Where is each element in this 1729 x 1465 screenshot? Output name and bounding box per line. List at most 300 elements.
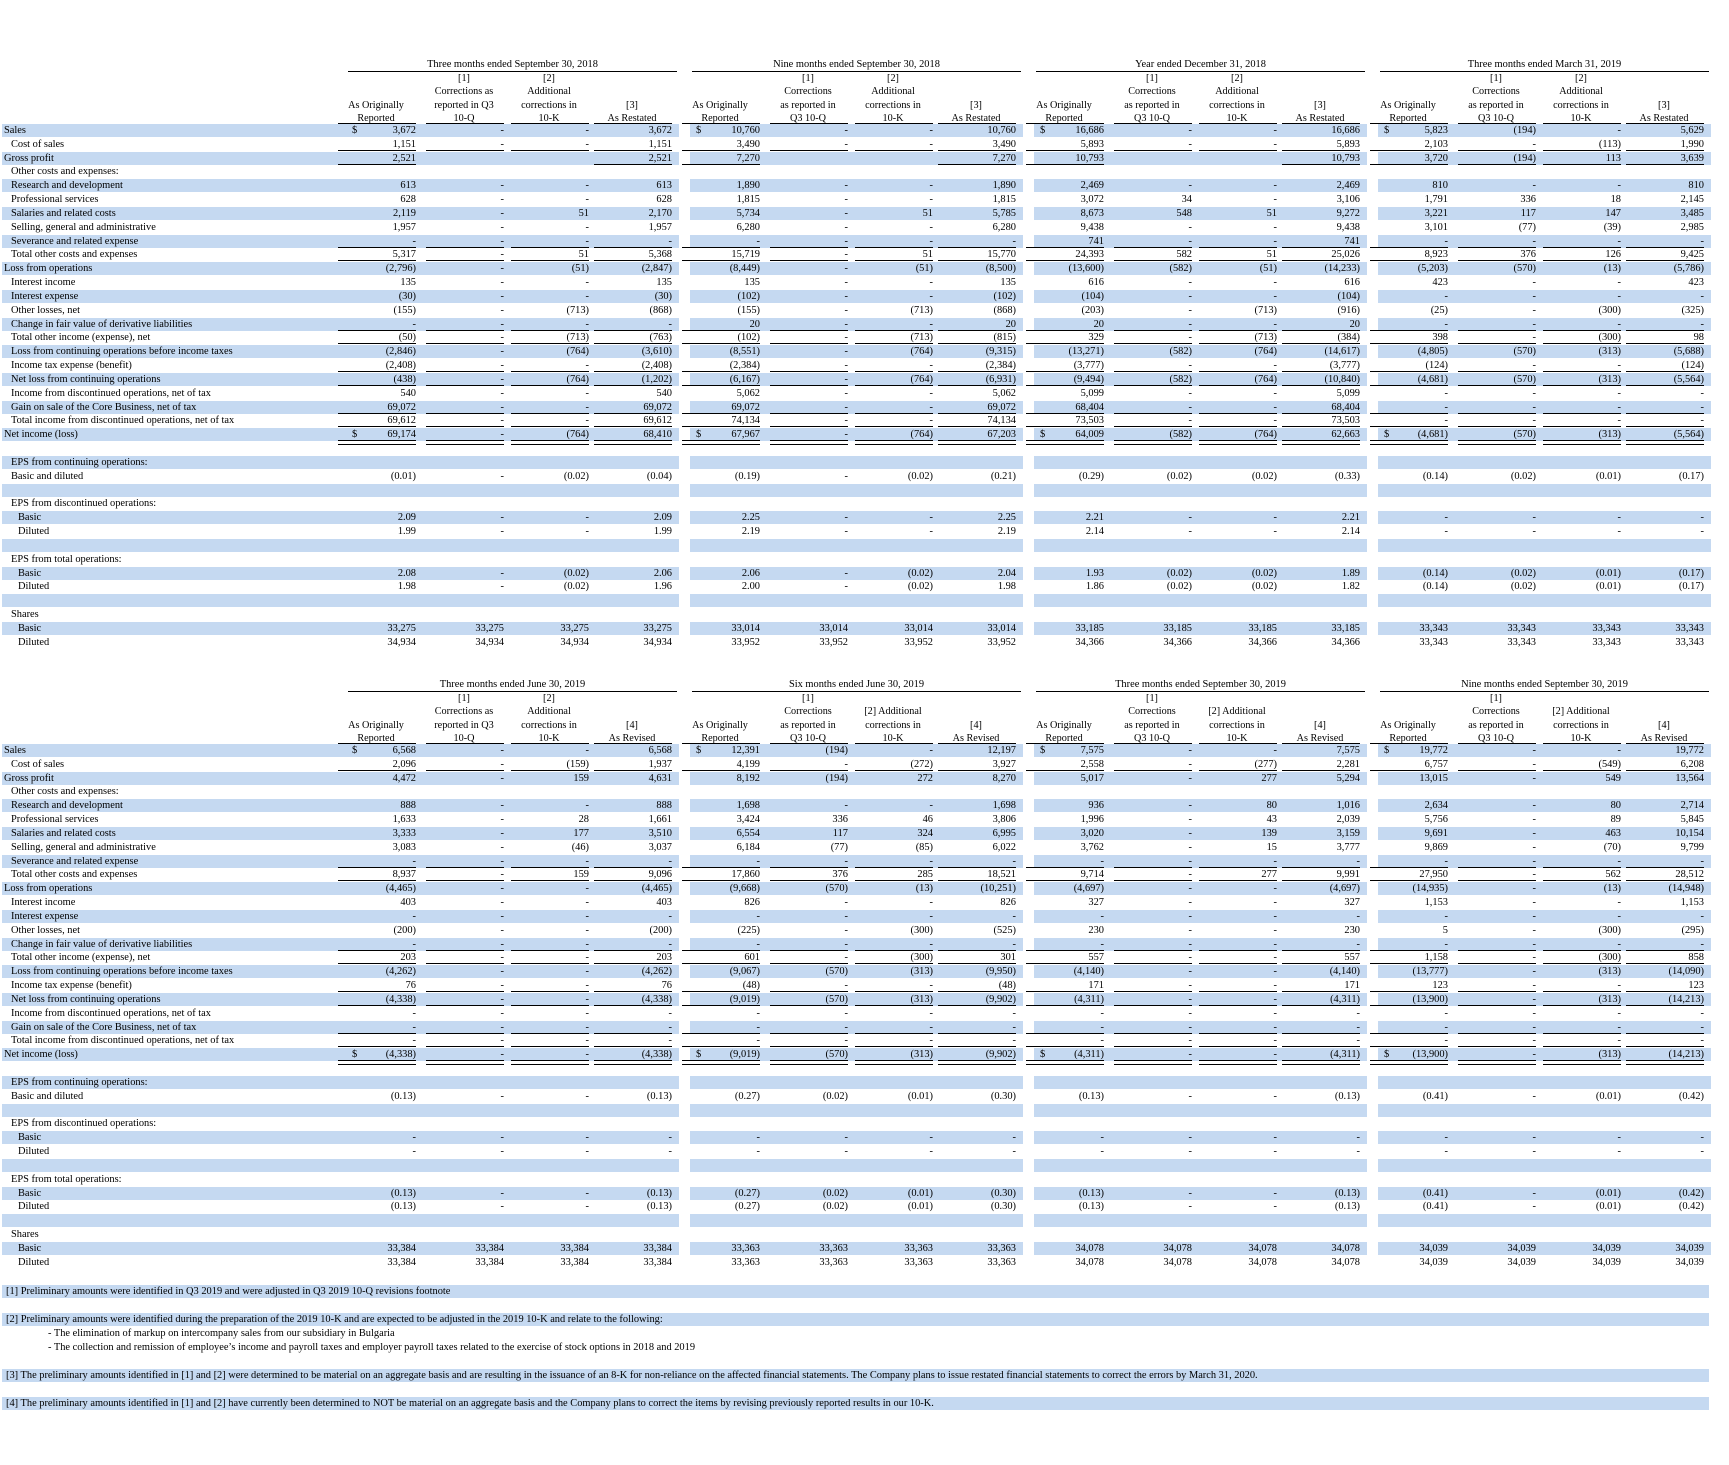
value-cell: 2.09: [653, 512, 672, 524]
value-cell: 34,934: [475, 636, 504, 648]
value-cell: 336: [832, 814, 848, 826]
value-cell: -: [929, 980, 933, 992]
value-cell: (313): [1598, 373, 1621, 385]
value-cell: -: [500, 346, 504, 358]
row-band: [2, 594, 346, 607]
value-cell: (48): [998, 980, 1016, 992]
value-cell: -: [1188, 1007, 1192, 1019]
value-cell: 9,714: [1080, 869, 1104, 881]
table-row: [0, 758, 1729, 771]
value-cell: 34,078: [1075, 1256, 1104, 1268]
value-cell: 18,521: [987, 869, 1016, 881]
value-cell: (5,564): [1673, 373, 1704, 385]
value-cell: 2,281: [1336, 758, 1360, 770]
value-cell: -: [1188, 526, 1192, 538]
table-row: [0, 290, 1729, 303]
table-row: [0, 1187, 1729, 1200]
single-underline: [1282, 867, 1360, 868]
table-header: [0, 678, 1729, 744]
value-cell: 13,015: [1419, 772, 1448, 784]
value-cell: -: [1444, 401, 1448, 413]
row-label: Gain on sale of the Core Business, net of tax: [11, 401, 197, 413]
value-cell: -: [500, 415, 504, 427]
value-cell: 69,072: [987, 401, 1016, 413]
value-cell: -: [585, 387, 589, 399]
value-cell: -: [1700, 290, 1704, 302]
value-cell: -: [585, 125, 589, 136]
value-cell: -: [756, 938, 760, 950]
value-cell: 7,270: [992, 152, 1016, 164]
value-cell: 5,294: [1336, 772, 1360, 784]
value-cell: 19,772: [1675, 745, 1704, 756]
value-cell: 3,720: [1424, 152, 1448, 164]
row-label: Interest income: [11, 277, 76, 289]
value-cell: -: [1444, 415, 1448, 427]
value-cell: -: [1617, 401, 1621, 413]
currency-symbol: $: [352, 1049, 358, 1061]
table-row: [0, 152, 1729, 165]
value-cell: -: [668, 910, 672, 922]
value-cell: (313): [1598, 429, 1621, 441]
value-cell: 73,503: [1075, 415, 1104, 427]
value-cell: 33,185: [1075, 622, 1104, 634]
value-cell: -: [929, 1035, 933, 1047]
value-cell: 33,363: [731, 1256, 760, 1268]
column-header-line: 10-K: [1570, 112, 1592, 124]
row-label: Income tax expense (benefit): [11, 980, 132, 992]
column-header-line: As Restated: [607, 112, 657, 124]
column-header-line: 10-K: [882, 732, 904, 744]
value-cell: 2.19: [997, 526, 1016, 538]
column-header-line: [4]: [970, 719, 982, 731]
value-cell: (104): [1337, 290, 1360, 302]
value-cell: -: [756, 235, 760, 247]
row-band: [2, 1104, 346, 1117]
single-underline: [1199, 247, 1277, 248]
currency-symbol: $: [1384, 1049, 1390, 1061]
value-cell: (4,311): [1074, 993, 1104, 1005]
value-cell: -: [929, 1021, 933, 1033]
value-cell: 858: [1688, 952, 1704, 964]
value-cell: 33,343: [1675, 622, 1704, 634]
value-cell: -: [1188, 180, 1192, 192]
value-cell: -: [1188, 980, 1192, 992]
value-cell: -: [500, 938, 504, 950]
value-cell: 2.09: [397, 512, 416, 524]
value-cell: -: [1012, 1035, 1016, 1047]
value-cell: -: [500, 138, 504, 150]
value-cell: 6,280: [992, 221, 1016, 233]
column-header-line: corrections in: [1209, 719, 1265, 731]
value-cell: -: [412, 938, 416, 950]
value-cell: -: [1532, 814, 1536, 826]
value-cell: 2,521: [648, 152, 672, 164]
row-band: [690, 484, 1023, 497]
value-cell: -: [1444, 387, 1448, 399]
value-cell: -: [844, 290, 848, 302]
value-cell: -: [1273, 318, 1277, 330]
value-cell: (2,796): [385, 263, 416, 275]
value-cell: 601: [744, 952, 760, 964]
value-cell: (0.02): [1510, 470, 1536, 482]
single-underline: [855, 247, 933, 248]
currency-symbol: $: [696, 125, 702, 136]
value-cell: -: [1012, 235, 1016, 247]
value-cell: 9,799: [1680, 841, 1704, 853]
value-cell: 34,366: [1075, 636, 1104, 648]
value-cell: -: [1700, 1146, 1704, 1158]
value-cell: (51): [571, 263, 589, 275]
table-row: [0, 235, 1729, 248]
value-cell: -: [412, 1132, 416, 1144]
value-cell: -: [1188, 415, 1192, 427]
value-cell: 5,893: [1336, 138, 1360, 150]
value-cell: 1.98: [997, 581, 1016, 593]
value-cell: (0.13): [390, 1187, 416, 1199]
value-cell: (313): [1598, 1049, 1621, 1061]
value-cell: (0.41): [1422, 1201, 1448, 1213]
row-band: [1034, 484, 1367, 497]
value-cell: (102): [737, 332, 760, 344]
value-cell: -: [756, 1146, 760, 1158]
column-header-line: 10-K: [538, 732, 560, 744]
value-cell: 34,934: [387, 636, 416, 648]
value-cell: 24,393: [1075, 249, 1104, 261]
row-band: [346, 1159, 679, 1172]
value-cell: 1,996: [1080, 814, 1104, 826]
value-cell: -: [500, 1201, 504, 1213]
value-cell: 33,275: [643, 622, 672, 634]
value-cell: -: [412, 235, 416, 247]
value-cell: 2.08: [397, 567, 416, 579]
value-cell: (200): [649, 924, 672, 936]
column-header-line: Reported: [701, 112, 739, 124]
column-header-line: As Originally: [348, 99, 404, 111]
value-cell: -: [1532, 415, 1536, 427]
value-cell: (764): [566, 429, 589, 441]
column-header-line: Additional: [527, 706, 571, 718]
value-cell: -: [844, 1146, 848, 1158]
value-cell: -: [844, 360, 848, 372]
value-cell: 3,037: [648, 841, 672, 853]
value-cell: 9,438: [1336, 221, 1360, 233]
row-band: [2, 539, 346, 552]
single-underline: [1026, 867, 1104, 868]
value-cell: 33,952: [904, 636, 933, 648]
column-header-line: As Restated: [951, 112, 1001, 124]
column-header-line: [3]: [970, 99, 982, 111]
value-cell: 2.06: [741, 567, 760, 579]
table-row: [0, 868, 1729, 881]
value-cell: (4,311): [1330, 1049, 1360, 1061]
table-row: [0, 855, 1729, 868]
row-band: [690, 456, 1023, 469]
value-cell: 2,170: [648, 207, 672, 219]
value-cell: 3,159: [1336, 827, 1360, 839]
column-header-line: 10-K: [1226, 732, 1248, 744]
value-cell: (0.13): [1334, 1187, 1360, 1199]
row-label: Net loss from continuing operations: [11, 373, 161, 385]
value-cell: -: [1273, 194, 1277, 206]
value-cell: 4,199: [736, 758, 760, 770]
column-header-line: Additional: [527, 86, 571, 98]
value-cell: -: [1700, 235, 1704, 247]
value-cell: 33,363: [987, 1256, 1016, 1268]
column-header-line: Q3 10-Q: [1134, 732, 1170, 744]
value-cell: (4,681): [1417, 429, 1448, 441]
value-cell: -: [844, 1021, 848, 1033]
value-cell: 67,203: [987, 429, 1016, 441]
value-cell: (313): [910, 966, 933, 978]
value-cell: -: [668, 235, 672, 247]
value-cell: -: [1188, 745, 1192, 756]
value-cell: -: [500, 387, 504, 399]
value-cell: -: [1532, 952, 1536, 964]
value-cell: 34,078: [1075, 1242, 1104, 1254]
value-cell: -: [1188, 897, 1192, 909]
value-cell: 73,503: [1331, 415, 1360, 427]
value-cell: -: [844, 1035, 848, 1047]
value-cell: (194): [1513, 125, 1536, 136]
row-band: [346, 1104, 679, 1117]
value-cell: (764): [910, 346, 933, 358]
value-cell: 34,366: [1331, 636, 1360, 648]
value-cell: 33,952: [819, 636, 848, 648]
value-cell: -: [756, 1035, 760, 1047]
value-cell: (570): [1513, 429, 1536, 441]
value-cell: -: [1617, 277, 1621, 289]
value-cell: -: [1532, 1049, 1536, 1061]
value-cell: 6,568: [392, 745, 416, 756]
value-cell: -: [500, 883, 504, 895]
table-row: [0, 1131, 1729, 1144]
value-cell: -: [1700, 512, 1704, 524]
value-cell: -: [844, 346, 848, 358]
value-cell: -: [929, 1146, 933, 1158]
single-underline: [338, 867, 416, 868]
value-cell: (0.02): [563, 470, 589, 482]
column-header-line: [1]: [1146, 693, 1158, 704]
value-cell: 3,639: [1680, 152, 1704, 164]
value-cell: -: [500, 1049, 504, 1061]
value-cell: 2,096: [392, 758, 416, 770]
value-cell: 51: [578, 207, 589, 219]
column-header-line: Corrections: [1128, 86, 1176, 98]
value-cell: 6,554: [736, 827, 760, 839]
column-header-line: reported in Q3: [434, 99, 494, 111]
value-cell: -: [1700, 526, 1704, 538]
value-cell: 33,343: [1419, 636, 1448, 648]
value-cell: -: [1532, 235, 1536, 247]
value-cell: -: [585, 1132, 589, 1144]
value-cell: 10,793: [1075, 152, 1104, 164]
value-cell: 10,760: [731, 125, 760, 136]
row-label: Loss from continuing operations before income taxes: [11, 966, 233, 978]
row-band: [1378, 539, 1711, 552]
value-cell: -: [1444, 855, 1448, 867]
value-cell: 69,612: [643, 415, 672, 427]
value-cell: 33,384: [643, 1242, 672, 1254]
value-cell: -: [585, 360, 589, 372]
row-band: [690, 594, 1023, 607]
value-cell: -: [1532, 1007, 1536, 1019]
value-cell: -: [1188, 304, 1192, 316]
row-band: [1378, 484, 1711, 497]
table-row: [0, 345, 1729, 358]
value-cell: (13,600): [1068, 263, 1104, 275]
value-cell: -: [1532, 180, 1536, 192]
value-cell: 33,275: [560, 622, 589, 634]
value-cell: (5,564): [1673, 429, 1704, 441]
value-cell: 69,612: [387, 415, 416, 427]
column-header-line: [3]: [626, 99, 638, 111]
table-row: [0, 1256, 1729, 1269]
value-cell: -: [500, 429, 504, 441]
value-cell: (763): [649, 332, 672, 344]
value-cell: -: [1532, 1035, 1536, 1047]
value-cell: 9,438: [1080, 221, 1104, 233]
currency-symbol: $: [1040, 429, 1046, 441]
value-cell: -: [1273, 924, 1277, 936]
currency-symbol: $: [352, 429, 358, 441]
value-cell: (4,465): [385, 883, 416, 895]
value-cell: (0.14): [1422, 470, 1448, 482]
value-cell: (0.27): [734, 1201, 760, 1213]
value-cell: -: [1273, 360, 1277, 372]
value-cell: 33,384: [560, 1242, 589, 1254]
column-header-line: Q3 10-Q: [1134, 112, 1170, 124]
value-cell: (3,610): [641, 346, 672, 358]
value-cell: -: [1700, 1132, 1704, 1144]
row-label: EPS from discontinued operations:: [11, 1118, 157, 1130]
value-cell: -: [1188, 1201, 1192, 1213]
row-band: [346, 1214, 679, 1227]
value-cell: 403: [400, 897, 416, 909]
value-cell: (0.02): [1251, 567, 1277, 579]
value-cell: (0.01): [907, 1201, 933, 1213]
value-cell: (313): [1598, 966, 1621, 978]
value-cell: 34,039: [1592, 1242, 1621, 1254]
value-cell: 628: [656, 194, 672, 206]
value-cell: (46): [571, 841, 589, 853]
value-cell: -: [1188, 924, 1192, 936]
value-cell: 10,154: [1675, 827, 1704, 839]
value-cell: 2,714: [1680, 800, 1704, 812]
value-cell: 43: [1266, 814, 1277, 826]
value-cell: -: [1273, 897, 1277, 909]
value-cell: 34,934: [560, 636, 589, 648]
value-cell: -: [1188, 827, 1192, 839]
value-cell: -: [1617, 180, 1621, 192]
row-label: Gross profit: [4, 152, 54, 164]
column-header-line: Reported: [1389, 732, 1427, 744]
value-cell: -: [756, 1132, 760, 1144]
value-cell: -: [1444, 318, 1448, 330]
value-cell: (200): [393, 924, 416, 936]
value-cell: 33,343: [1419, 622, 1448, 634]
value-cell: 203: [656, 952, 672, 964]
value-cell: -: [1617, 387, 1621, 399]
value-cell: -: [929, 745, 933, 756]
value-cell: (4,311): [1330, 993, 1360, 1005]
value-cell: (582): [1169, 263, 1192, 275]
value-cell: (525): [993, 924, 1016, 936]
value-cell: -: [1273, 277, 1277, 289]
row-label: EPS from total operations:: [11, 553, 122, 565]
value-cell: -: [1356, 1021, 1360, 1033]
column-header-line: Additional: [1215, 86, 1259, 98]
value-cell: (14,213): [1668, 993, 1704, 1005]
column-header-line: As Revised: [1296, 732, 1344, 744]
column-header-line: As Revised: [608, 732, 656, 744]
value-cell: 69,072: [643, 401, 672, 413]
value-cell: (0.02): [1510, 567, 1536, 579]
value-cell: (582): [1169, 346, 1192, 358]
value-cell: 4,472: [392, 772, 416, 784]
table-row: [0, 938, 1729, 951]
table-row: [0, 580, 1729, 593]
value-cell: -: [929, 1007, 933, 1019]
value-cell: 33,384: [560, 1256, 589, 1268]
column-header-line: [2]: [543, 693, 555, 704]
table-row: [0, 262, 1729, 275]
value-cell: -: [1100, 1007, 1104, 1019]
value-cell: -: [1273, 938, 1277, 950]
value-cell: 98: [1693, 332, 1704, 344]
footnote-line: [4] The preliminary amounts identified in [1] and [2] have currently been determined to NOT be material on an aggregate basis and the Company plans to correct the items by revising previously reported results in our 10-K.: [2, 1397, 1709, 1410]
value-cell: -: [1532, 290, 1536, 302]
column-header-line: [1]: [458, 73, 470, 84]
value-cell: -: [500, 772, 504, 784]
column-header-line: [1]: [1146, 73, 1158, 84]
value-cell: 113: [1605, 152, 1621, 164]
value-cell: 68,410: [643, 429, 672, 441]
row-label: Selling, general and administrative: [11, 841, 156, 853]
single-underline: [1114, 247, 1192, 248]
value-cell: -: [1617, 938, 1621, 950]
spacer-row: [0, 1214, 1729, 1227]
value-cell: (272): [910, 758, 933, 770]
value-cell: (8,551): [729, 346, 760, 358]
single-underline: [1282, 247, 1360, 248]
value-cell: 1,957: [392, 221, 416, 233]
value-cell: -: [1617, 235, 1621, 247]
value-cell: 1,890: [992, 180, 1016, 192]
column-header-line: 10-Q: [453, 732, 475, 744]
value-cell: 6,022: [992, 841, 1016, 853]
value-cell: (277): [1254, 758, 1277, 770]
value-cell: -: [500, 263, 504, 275]
table-row: [0, 622, 1729, 635]
value-cell: -: [1617, 1021, 1621, 1033]
value-cell: (0.02): [822, 1090, 848, 1102]
value-cell: -: [1444, 1035, 1448, 1047]
value-cell: 171: [1088, 980, 1104, 992]
value-cell: 285: [917, 869, 933, 881]
table-row: [0, 470, 1729, 483]
value-cell: (0.02): [907, 581, 933, 593]
value-cell: -: [1532, 332, 1536, 344]
value-cell: 139: [1261, 827, 1277, 839]
value-cell: (570): [825, 966, 848, 978]
value-cell: (2,384): [729, 360, 760, 372]
value-cell: 117: [1520, 207, 1536, 219]
value-cell: 34,078: [1163, 1242, 1192, 1254]
value-cell: -: [668, 938, 672, 950]
table-row: [0, 138, 1729, 151]
table-row: [0, 1145, 1729, 1158]
column-header-line: [2] Additional: [864, 706, 922, 718]
